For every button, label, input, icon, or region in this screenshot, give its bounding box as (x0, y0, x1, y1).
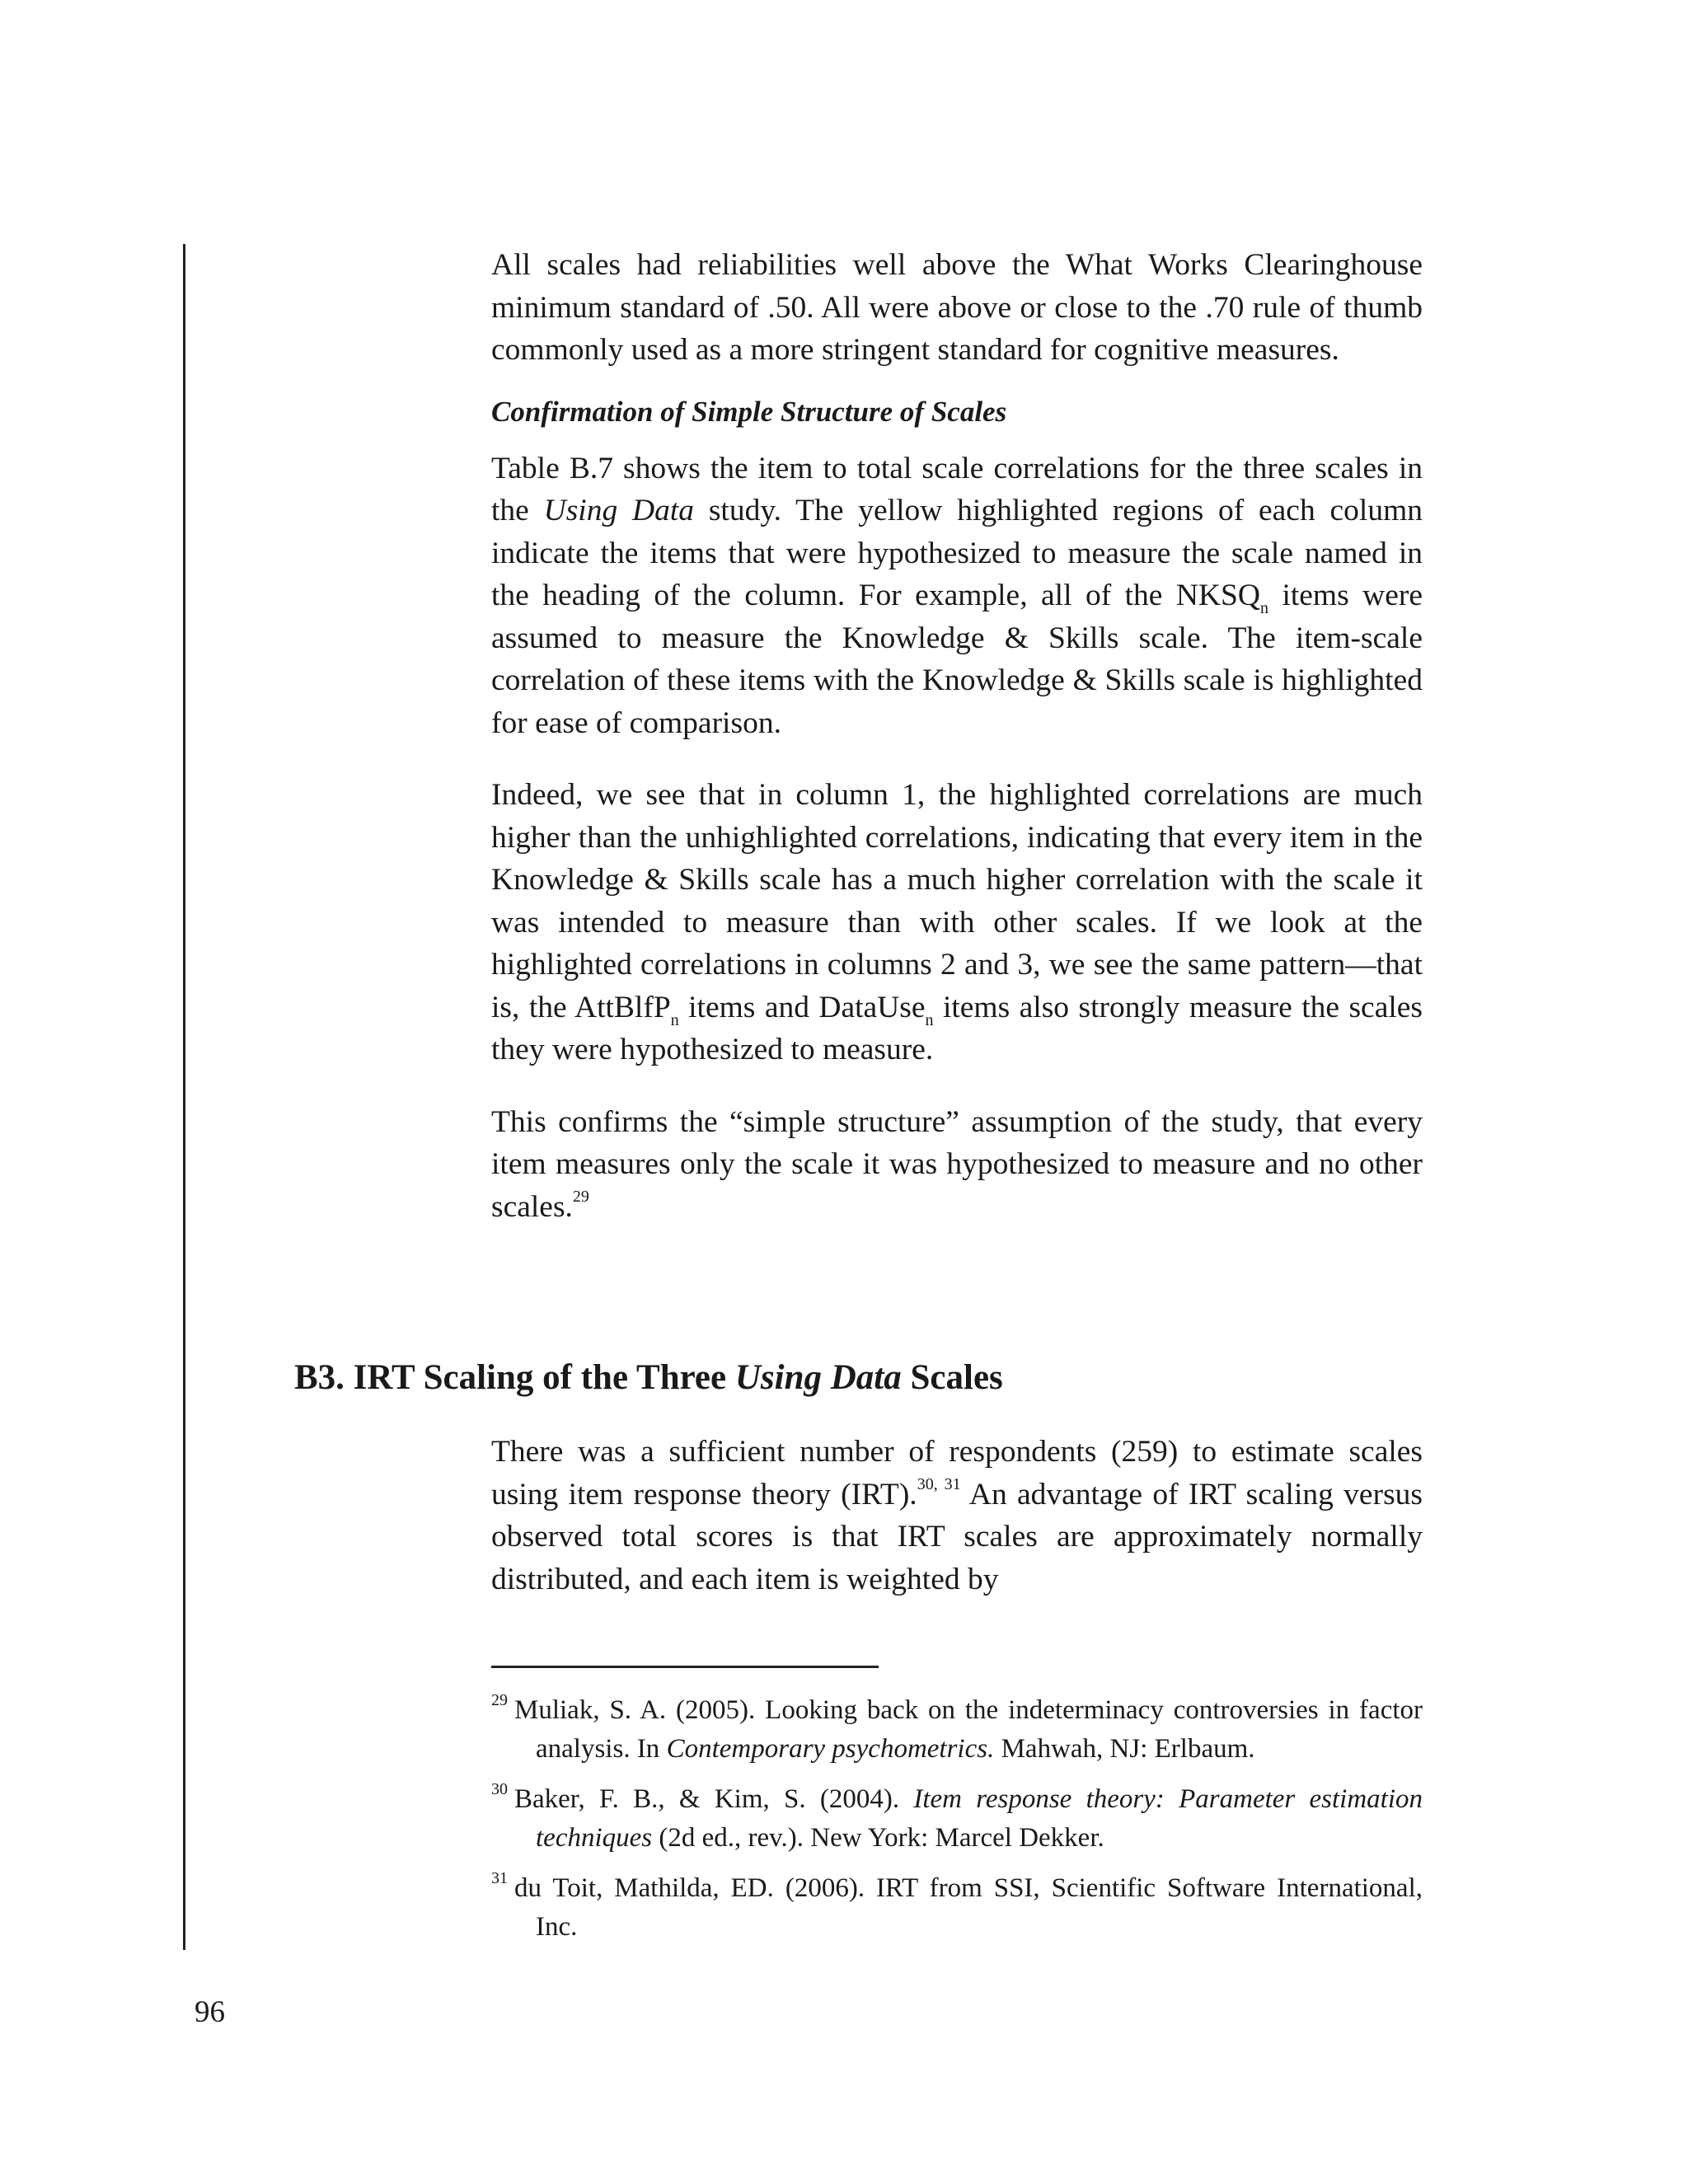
text-run: Table B.7 shows the item to total scale correlations for the three scales in the (491, 451, 1423, 527)
italic-using-data: Using Data (543, 494, 695, 527)
footnote-divider (491, 1666, 879, 1668)
text-run: Indeed, we see that in column 1, the highlighted correlations are much higher than the unhighlighted correlations, indicating that every item in the Knowledge & Skills scale has a much higher correlation with the scale it was intended to measure than with other scales. If we look at the highlighted correlations in columns 2 and 3, we see the same pattern—that is, the AttBlfP (491, 778, 1423, 1024)
heading-run: Scales (901, 1358, 1003, 1397)
footnote-text: Muliak, S. A. (2005). Looking back on the indeterminacy controversies in factor analysis. In (514, 1695, 1423, 1764)
footnote-30: 30 Baker, F. B., & Kim, S. (2004). Item response theory: Parameter estimation techniques (2d ed., rev.). New York: Marcel Dekker. (491, 1780, 1423, 1853)
footnote-text: du Toit, Mathilda, ED. (2006). IRT from SSI, Scientific Software International, Inc. (514, 1873, 1423, 1942)
page-number: 96 (195, 1995, 225, 2029)
footnote-text: Mahwah, NJ: Erlbaum. (994, 1734, 1255, 1764)
footnote-31: 31 du Toit, Mathilda, ED. (2006). IRT from SSI, Scientific Software International, Inc. (491, 1869, 1423, 1942)
text-run: There was a sufficient number of respondents (259) to estimate scales using item response theory (IRT). (491, 1435, 1423, 1511)
heading-run: B3. IRT Scaling of the Three (294, 1358, 735, 1397)
footnote-italic: Contemporary psychometrics. (666, 1734, 995, 1764)
paragraph-highlighted-correlations (491, 774, 1423, 1071)
footnote-text: Baker, F. B., & Kim, S. (2004). (514, 1784, 914, 1814)
text-run: items also strongly measure the scales they were hypothesized to measure. (491, 990, 1423, 1066)
subscript-n: n (670, 1010, 679, 1029)
subheading-simple-structure: Confirmation of Simple Structure of Scales (491, 395, 1007, 428)
footnote-29: 29 Muliak, S. A. (2005). Looking back on the indeterminacy controversies in factor analysis. In Contemporary psychometrics. Mahwah, NJ: Erlbaum. (491, 1691, 1423, 1764)
paragraph-reliabilities: All scales had reliabilities well above the What Works Clearinghouse minimum standard of .50. All were above or close to the .70 rule of thumb commonly used as a more stringent standard for cognitive measures. (491, 248, 1423, 367)
section-b3-body (491, 1431, 1423, 1601)
footnote-ref-30-31[interactable]: 30, 31 (917, 1474, 961, 1493)
footnote-italic: Item response theory: Parameter estimation techniques (536, 1784, 1423, 1853)
subscript-n: n (925, 1010, 934, 1029)
text-run: This confirms the “simple structure” assumption of the study, that every item measures only the scale it was hypothesized to measure and no other scales. (491, 1104, 1423, 1224)
paragraph-irt-scaling (491, 1431, 1423, 1601)
text-run: items and DataUse (678, 990, 926, 1024)
footnotes (491, 1691, 1423, 1958)
text-run: items were assumed to measure the Knowledge & Skills scale. The item-scale correlation of these items with the Knowledge & Skills scale is highlighted for ease of comparison. (491, 579, 1423, 740)
paragraph-table-b7 (491, 448, 1423, 745)
footnote-text: (2d ed., rev.). New York: Marcel Dekker. (652, 1823, 1104, 1853)
heading-italic: Using Data (734, 1358, 902, 1397)
main-text (491, 244, 1423, 1228)
subscript-n: n (1260, 599, 1268, 617)
text-run: An advantage of IRT scaling versus observed total scores is that IRT scales are approximately normally distributed, and each item is weighted by (491, 1477, 1423, 1596)
paragraph-simple-structure-confirmed (491, 1101, 1423, 1229)
footnote-ref-29[interactable]: 29 (572, 1187, 589, 1206)
margin-rule (183, 244, 185, 1950)
section-heading-b3 (294, 1353, 1003, 1403)
text-run: study. The yellow highlighted regions of each column indicate the items that were hypothesized to measure the scale named in the heading of the column. For example, all of the NKSQ (491, 494, 1423, 612)
